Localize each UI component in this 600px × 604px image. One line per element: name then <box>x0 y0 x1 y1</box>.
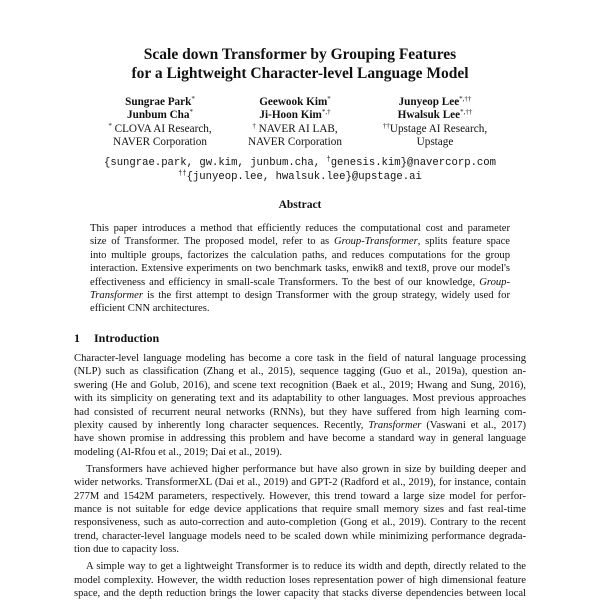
paragraph <box>74 560 526 600</box>
text-line: modeling (Al-Rfou et al., 2019; Dai et al., 2019). <box>74 446 283 458</box>
text-line: Character-level language modeling has become a core task in the field of natural language processing <box>74 353 526 364</box>
affiliation: ††Upstage AI Research, <box>382 121 488 135</box>
abstract-heading: Abstract <box>278 199 322 211</box>
author-name: Geewook Kim* <box>259 95 331 108</box>
text-line: (NLP) such as classification (Zhang et al., 2015), sequence tagging (Guo et al., 2019a), question an- <box>74 366 526 378</box>
title-line-1: Scale down Transformer by Grouping Features <box>143 46 457 63</box>
text-line: tion due to capacity loss. <box>74 544 180 556</box>
text-line: responsiveness, such as auto-correction and auto-completion (Gong et al., 2019). Contrary to the recent <box>74 517 526 529</box>
text-line: 277M and 1542M parameters, respectively. However, this trend toward a large size model for perfor- <box>74 490 526 502</box>
text-line: A simple way to get a lightweight Transformer is to reduce its width and depth, directly related to the <box>86 561 526 573</box>
abstract-line: This paper introduces a method that efficiently reduces the computational cost and parameter <box>90 223 510 234</box>
introduction-body <box>74 352 526 604</box>
paper-title <box>0 45 600 83</box>
email-line-2: ††{junyeop.lee, hwalsuk.lee}@upstage.ai <box>178 170 422 183</box>
text-line: Transformers have achieved higher performance but have also grown in size by building deeper and <box>86 463 526 475</box>
text-line: have shown promise in addressing this problem and have become a standard way in general language <box>74 433 526 445</box>
text-line: model complexity. However, the width reduction loses representation power of high dimensional feature <box>74 574 526 586</box>
paragraph <box>74 352 526 459</box>
text-line: mance is not suitable for edge device applications that require small memory sizes and fast real-time <box>74 503 526 515</box>
author-block <box>100 96 500 149</box>
text-line: wider networks. TransformerXL (Dai et al., 2019) and GPT-2 (Radford et al., 2019), for instance, contain <box>74 477 526 489</box>
author-name: Junbum Cha* <box>127 108 193 122</box>
affiliation-org: Upstage <box>416 135 454 148</box>
text-line: space, and the depth reduction brings the lower capacity that stacks diverse dependencies between local <box>74 587 526 599</box>
affiliation-org: NAVER Corporation <box>248 135 342 148</box>
text-line: trend, character-level language models need to be scaled down while minimizing performance degrada- <box>74 530 526 542</box>
author-emails <box>0 156 600 184</box>
abstract-line: size of Transformer. The proposed model, refer to as Group-Transformer, splits feature space <box>90 236 510 248</box>
title-line-2: for a Lightweight Character-level Language Model <box>131 65 469 82</box>
section-number: 1 <box>74 331 80 345</box>
author-name: Junyeop Lee*,†† <box>398 95 472 108</box>
abstract-line: interaction. Extensive experiments on two benchmark tasks, enwik8 and text8, prove our model's <box>90 263 510 275</box>
paragraph <box>74 463 526 557</box>
text-line: had consisted of recurrent neural networks (RNNs), but they have suffered from high learning com- <box>74 406 526 418</box>
section-title: Introduction <box>94 331 160 345</box>
abstract-line: Transformer is the first attempt to design Transformer with the group strategy, widely used for <box>90 290 510 302</box>
abstract-line: efficient CNN architectures. <box>90 303 210 315</box>
email-line-1: {sungrae.park, gw.kim, junbum.cha, †genesis.kim}@navercorp.com <box>103 156 496 169</box>
section-heading <box>74 331 159 346</box>
abstract-text <box>90 222 510 316</box>
affiliation-org: NAVER Corporation <box>113 135 207 148</box>
author-name: Ji-Hoon Kim*,† <box>259 108 331 122</box>
text-line: plexity caused by inherently long character sequences. Recently, Transformer (Vaswani et al., 2017) <box>74 420 526 432</box>
text-line: with its simplicity on generating text and its adaptability to other languages. Most previous approaches <box>74 393 526 405</box>
author-name: Hwalsuk Lee*,†† <box>397 108 473 122</box>
author-name: Sungrae Park* <box>125 95 195 108</box>
text-line: swering (He and Golub, 2016), and scene text recognition (Baek et al., 2019; Hwang and Sung, 2016), <box>74 379 526 391</box>
affiliation: * CLOVA AI Research, <box>108 121 212 135</box>
abstract-line: effectiveness and efficiency in small-scale Transformers. To the best of our knowledge, Group- <box>90 276 510 288</box>
abstract-line: into multiple groups, factorizes the calculation paths, and reduces computations for the group <box>90 249 510 261</box>
affiliation: † NAVER AI LAB, <box>252 121 338 135</box>
